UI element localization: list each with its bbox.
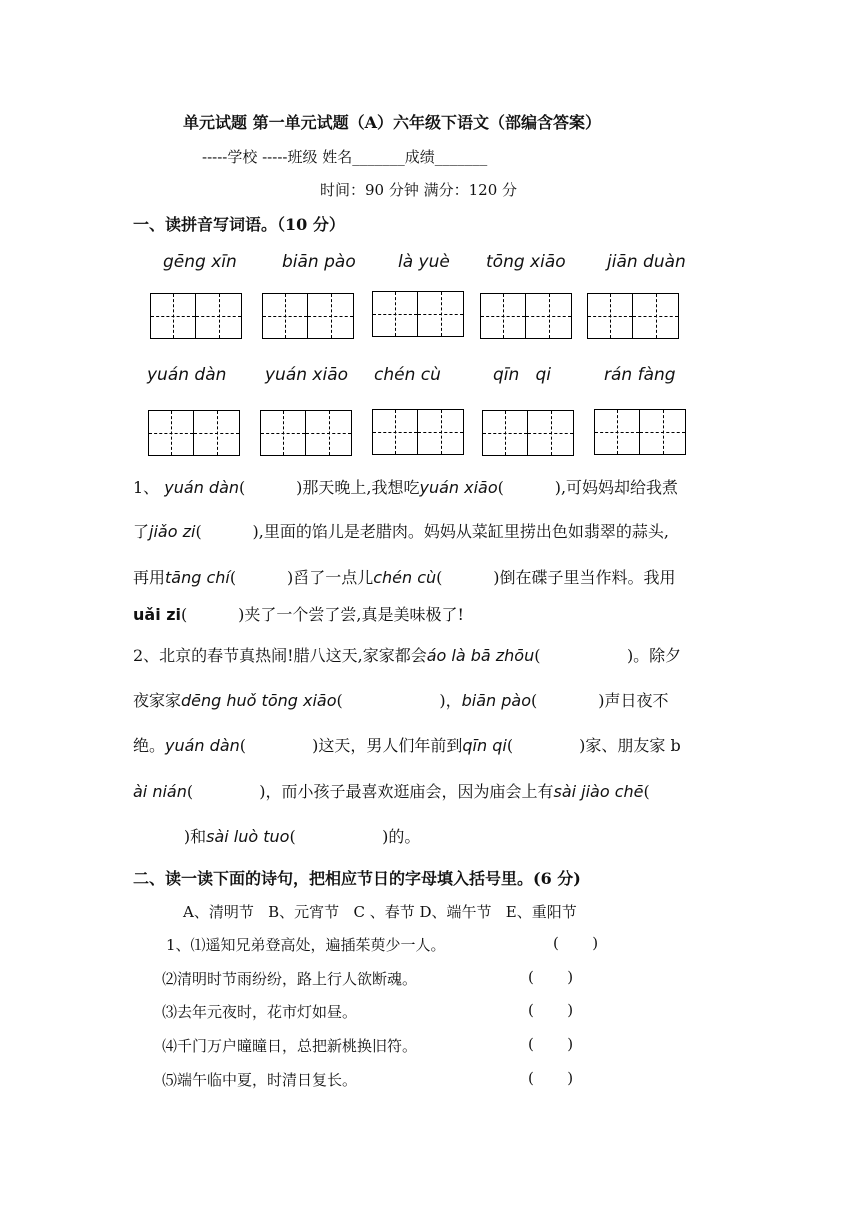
section2-heading: 二、读一读下面的诗句，把相应节日的字母填入括号里。(6 分) [133,869,581,888]
page-title: 单元试题 第一单元试题（A）六年级下语文（部编含答案） [183,113,601,132]
pinyin-label: jiān duàn [607,252,686,272]
poem-line: ⑶去年元夜时，花市灯如昼。 [162,1003,358,1021]
pinyin-label: yuán dàn [147,365,227,385]
passage2-line4: ài nián( )，而小孩子最喜欢逛庙会，因为庙会上有sài jiào chē( [133,782,650,801]
writing-grid[interactable] [372,291,464,337]
poem-line: ⑵清明时节雨纷纷，路上行人欲断魂。 [162,970,418,988]
passage1-line4: uǎi zi( )夹了一个尝了尝,真是美味极了! [133,605,464,624]
writing-grid[interactable] [480,293,572,339]
pinyin-label: yuán xiāo [265,365,349,385]
writing-grid[interactable] [482,410,574,456]
answer-paren[interactable]: ( ) [528,1035,574,1053]
writing-grid[interactable] [594,409,686,455]
passage1-line2: 了jiǎo zi( ),里面的馅儿是老腊肉。妈妈从菜缸里捞出色如翡翠的蒜头, [133,522,669,541]
writing-grid[interactable] [150,293,242,339]
student-info-line: -----学校 -----班级 姓名_______成绩_______ [202,148,488,166]
pinyin-label: là yuè [398,252,450,272]
pinyin-label: biān pào [282,252,356,272]
answer-paren[interactable]: ( ) [553,934,599,952]
writing-grid[interactable] [262,293,354,339]
pinyin-label: rán fàng [604,365,676,385]
answer-paren[interactable]: ( ) [528,1069,574,1087]
passage2-line3: 绝。yuán dàn( )这天，男人们年前到qīn qi( )家、朋友家 b [133,736,681,755]
passage2-line1: 2、北京的春节真热闹!腊八这天,家家都会áo là bā zhōu( )。除夕 [133,646,682,665]
passage1-line1: 1、 yuán dàn( )那天晚上,我想吃yuán xiāo( ),可妈妈却给我煮 [133,478,679,497]
passage2-line2: 夜家家dēng huǒ tōng xiāo( )，biān pào( )声日夜不 [133,691,669,710]
passage1-line3: 再用tāng chí( )舀了一点儿chén cù( )倒在碟子里当作料。我用 [133,568,676,587]
poem-line: ⑸端午临中夏，时清日复长。 [162,1071,358,1089]
pinyin-label: qīn qi [493,365,552,385]
pinyin-label: gēng xīn [163,252,237,272]
passage2-line5: )和sài luò tuo( )的。 [133,827,421,846]
writing-grid[interactable] [260,410,352,456]
poem-line: 1、⑴遥知兄弟登高处，遍插茱萸少一人。 [166,936,446,954]
answer-paren[interactable]: ( ) [528,1001,574,1019]
writing-grid[interactable] [148,410,240,456]
section1-heading: 一、读拼音写词语。（10 分） [133,215,345,234]
writing-grid[interactable] [587,293,679,339]
festival-options: A、清明节 B、元宵节 C 、春节 D、端午节 E、重阳节 [183,903,577,921]
answer-paren[interactable]: ( ) [528,968,574,986]
time-score-line: 时间：90 分钟 满分：120 分 [320,181,518,199]
poem-line: ⑷千门万户曈曈日，总把新桃换旧符。 [162,1037,418,1055]
pinyin-label: chén cù [374,365,441,385]
writing-grid[interactable] [372,409,464,455]
pinyin-label: tōng xiāo [486,252,566,272]
